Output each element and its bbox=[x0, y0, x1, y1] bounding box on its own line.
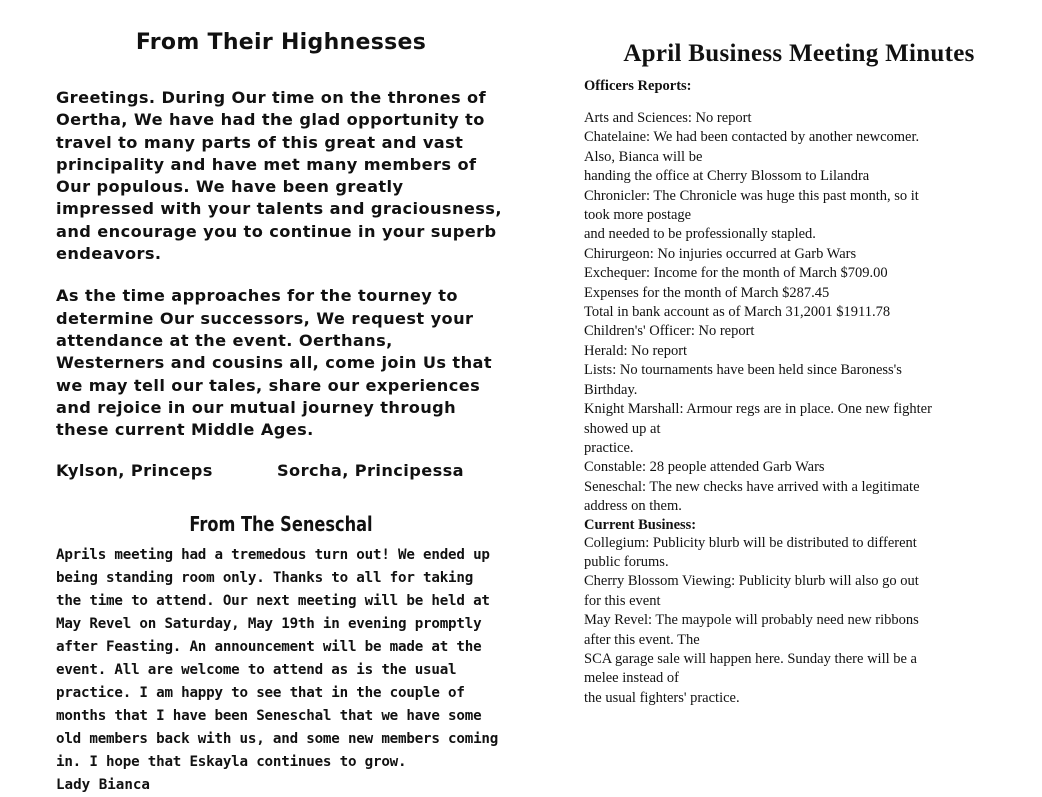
seneschal-signature: Lady Bianca bbox=[56, 777, 150, 794]
minutes-line: and needed to be professionally stapled. bbox=[584, 226, 816, 243]
minutes-line: Chatelaine: We had been contacted by another newcomer. bbox=[584, 129, 920, 146]
minutes-line: address on them. bbox=[584, 498, 682, 515]
minutes-line: Expenses for the month of March $287.45 bbox=[584, 284, 830, 301]
minutes-line: Herald: No report bbox=[584, 342, 688, 359]
minutes-line: Seneschal: The new checks have arrived with a legitimate bbox=[584, 478, 920, 495]
minutes-line: SCA garage sale will happen here. Sunday there will be a bbox=[584, 650, 917, 667]
minutes-line: May Revel: The maypole will probably need new ribbons bbox=[584, 612, 919, 629]
minutes-line: Total in bank account as of March 31,2001 $1911.78 bbox=[584, 304, 891, 321]
signature-principessa: Sorcha, Principessa bbox=[276, 461, 464, 481]
minutes-line: showed up at bbox=[584, 420, 661, 437]
minutes-line: took more postage bbox=[584, 207, 692, 224]
right-column bbox=[584, 40, 1014, 708]
highnesses-paragraph: Greetings. During Our time on the thrones of Oertha, We have had the glad opportunity to travel to many parts of this great and vast principality and have met many members of Our populous. We have been greatly impressed with your talents and graciousness, and encourage you to continue in your superb endeavors. bbox=[56, 88, 502, 264]
minutes-line: Lists: No tournaments have been held since Baroness's bbox=[584, 362, 902, 379]
minutes-line: Chirurgeon: No injuries occurred at Garb Wars bbox=[584, 245, 857, 262]
minutes-line: public forums. bbox=[584, 553, 669, 570]
minutes-line: Birthday. bbox=[584, 381, 638, 398]
minutes-line: Cherry Blossom Viewing: Publicity blurb will also go out bbox=[584, 573, 919, 590]
minutes-line: Arts and Sciences: No report bbox=[584, 110, 752, 126]
minutes-line: Also, Bianca will be bbox=[584, 148, 703, 165]
highnesses-paragraph: As the time approaches for the tourney to determine Our successors, We request your attendance at the event. Oerthans, Westerners and cousins all, come join Us that we may tell our tales, share our experiences and rejoice in our mutual journey through these current Middle Ages. bbox=[56, 286, 492, 440]
minutes-line: for this event bbox=[584, 592, 661, 609]
minutes-line: handing the office at Cherry Blossom to Lilandra bbox=[584, 168, 870, 185]
minutes-line: Chronicler: The Chronicle was huge this past month, so it bbox=[584, 187, 919, 204]
minutes-line: practice. bbox=[584, 439, 634, 456]
officers-reports-heading: Officers Reports: bbox=[584, 78, 692, 94]
minutes-line: Children's' Officer: No report bbox=[584, 323, 755, 340]
left-column bbox=[56, 30, 506, 797]
minutes-line: after this event. The bbox=[584, 631, 700, 648]
minutes-line: melee instead of bbox=[584, 670, 680, 687]
minutes-line: the usual fighters' practice. bbox=[584, 689, 740, 706]
seneschal-title: From The Seneschal bbox=[189, 512, 373, 537]
current-business-list bbox=[584, 534, 1014, 709]
minutes-line: Exchequer: Income for the month of March $709.00 bbox=[584, 265, 888, 282]
current-business-heading: Current Business: bbox=[584, 516, 697, 533]
seneschal-body: Aprils meeting had a tremedous turn out! We ended up being standing room only. Thanks to all for taking the time to attend. Our next meeting will be held at May Revel on Saturday, May 19th in evening promptly after Feasting. An announcement will be made at the event. All are welcome to attend as is the usual practice. I am happy to see that in the couple of months that I have been Seneschal that we have some old members back with us, and some new members coming in. I hope that Eskayla continues to grow. bbox=[56, 547, 499, 771]
minutes-line: Constable: 28 people attended Garb Wars bbox=[584, 459, 825, 476]
highnesses-signatures bbox=[56, 461, 506, 480]
highnesses-title: From Their Highnesses bbox=[135, 30, 427, 55]
minutes-line: Knight Marshall: Armour regs are in place. One new fighter bbox=[584, 401, 932, 418]
minutes-line: Collegium: Publicity blurb will be distributed to different bbox=[584, 534, 917, 551]
officers-reports-list bbox=[584, 109, 1014, 517]
signature-princeps: Kylson, Princeps bbox=[56, 461, 213, 481]
minutes-title: April Business Meeting Minutes bbox=[623, 40, 975, 67]
